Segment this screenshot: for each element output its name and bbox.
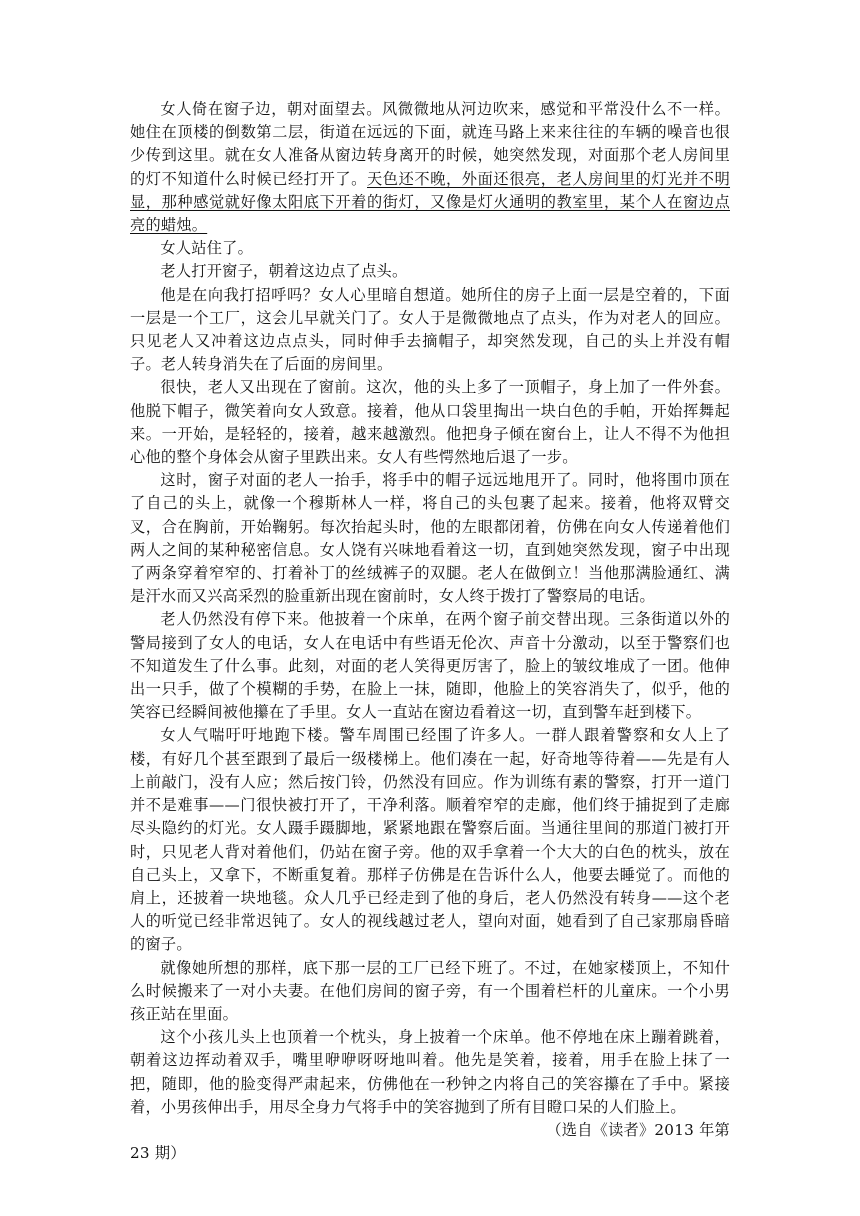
source-citation: （选自《读者》2013 年第: [546, 1120, 730, 1139]
paragraph-9: 就像她所想的那样，底下那一层的工厂已经下班了。不过，在她家楼顶上，不知什么时候搬来了一对小夫妻。在他们房间的窗子旁，有一个围着栏杆的儿童床。一个小男孩正站在里面。: [130, 958, 730, 1023]
paragraph-3: 老人打开窗子，朝着这边点了点头。: [160, 262, 408, 281]
paragraph-1-plain-text: 女人倚在窗子边，朝对面望去。风微微地从河边吹来，感觉和平常没什么不一样。她住在顶楼的倒数第二层，街道在远远的下面，就连马路上来来往往的车辆的噪音也很少传到这里。就在女人准备从窗边转身离开的时候，她突然发现，对面那个老人房间里的灯不知道什么时候已经打开了。: [130, 100, 730, 188]
source-citation-continued: 23 期）: [130, 1144, 186, 1163]
paragraph-5: 很快，老人又出现在了窗前。这次，他的头上多了一顶帽子，身上加了一件外套。他脱下帽子，微笑着向女人致意。接着，他从口袋里掏出一块白色的手帕，开始挥舞起来。一开始，是轻轻的，接着，越来越激烈。他把身子倾在窗台上，让人不得不为他担心他的整个身体会从窗子里跌出来。女人有些愕然地后退了一步。: [130, 378, 730, 467]
paragraph-10: 这个小孩儿头上也顶着一个枕头，身上披着一个床单。他不停地在床上蹦着跳着，朝着这边挥动着双手，嘴里咿咿呀呀地叫着。他先是笑着，接着，用手在脸上抹了一把，随即，他的脸变得严肃起来，仿佛他在一秒钟之内将自己的笑容攥在了手中。紧接着，小男孩伸出手，用尽全身力气将手中的笑容抛到了所有目瞪口呆的人们脸上。: [130, 1028, 730, 1116]
paragraph-2: 女人站住了。: [160, 239, 254, 258]
paragraph-4: 他是在向我打招呼吗？女人心里暗自想道。她所住的房子上面一层是空着的，下面一层是一个工厂，这会儿早就关门了。女人于是微微地点了点头，作为对老人的回应。只见老人又冲着这边点点头，同时伸手去摘帽子，却突然发现，自己的头上并没有帽子。老人转身消失在了后面的房间里。: [130, 285, 730, 374]
paragraph-7: 老人仍然没有停下来。他披着一个床单，在两个窗子前交替出现。三条街道以外的警局接到了女人的电话，女人在电话中有些语无伦次、声音十分激动，以至于警察们也不知道发生了什么事。此刻，对面的老人笑得更厉害了，脸上的皱纹堆成了一团。他伸出一只手，做了个模糊的手势，在脸上一抹，随即，他脸上的笑容消失了，似乎，他的笑容已经瞬间被他攥在了手里。女人一直站在窗边看着这一切，直到警车赶到楼下。: [130, 610, 730, 722]
paragraph-6: 这时，窗子对面的老人一抬手，将手中的帽子远远地甩开了。同时，他将围巾顶在了自己的头上，就像一个穆斯林人一样，将自己的头包裹了起来。接着，他将双臂交叉，合在胸前，开始鞠躬。每次抬起头时，他的左眼都闭着，仿佛在向女人传递着他们两人之间的某种秘密信息。女人饶有兴味地看着这一切，直到她突然发现，窗子中出现了两条穿着窄窄的、打着补丁的丝绒裤子的双腿。老人在做倒立！当他那满脸通红、满是汗水而又兴高采烈的脸重新出现在窗前时，女人终于拨打了警察局的电话。: [130, 471, 730, 606]
paragraph-1: [130, 98, 730, 237]
paragraph-8: 女人气喘吁吁地跑下楼。警车周围已经围了许多人。一群人跟着警察和女人上了楼，有好几个甚至跟到了最后一级楼梯上。他们凑在一起，好奇地等待着——先是有人上前敲门，没有人应；然后按门铃，仍然没有回应。作为训练有素的警察，打开一道门并不是难事——门很快被打开了，干净利落。顺着窄窄的走廊，他们终于捕捉到了走廊尽头隐约的灯光。女人蹑手蹑脚地，紧紧地跟在警察后面。当通往里间的那道门被打开时，只见老人背对着他们，仍站在窗子旁。他的双手拿着一个大大的白色的枕头，放在自己头上，又拿下，不断重复着。那样子仿佛是在告诉什么人，他要去睡觉了。而他的肩上，还披着一块地毯。众人几乎已经走到了他的身后，老人仍然没有转身——这个老人的听觉已经非常迟钝了。女人的视线越过老人，望向对面，她看到了自己家那扇昏暗的窗子。: [130, 726, 730, 954]
article-body: [130, 98, 730, 1165]
underlined-sentence: 天色还不晚，外面还很亮，老人房间里的灯光并不明显，那种感觉就好像太阳底下开着的街灯，又像是灯火通明的教室里，某个人在窗边点亮的蜡烛。: [130, 169, 731, 235]
